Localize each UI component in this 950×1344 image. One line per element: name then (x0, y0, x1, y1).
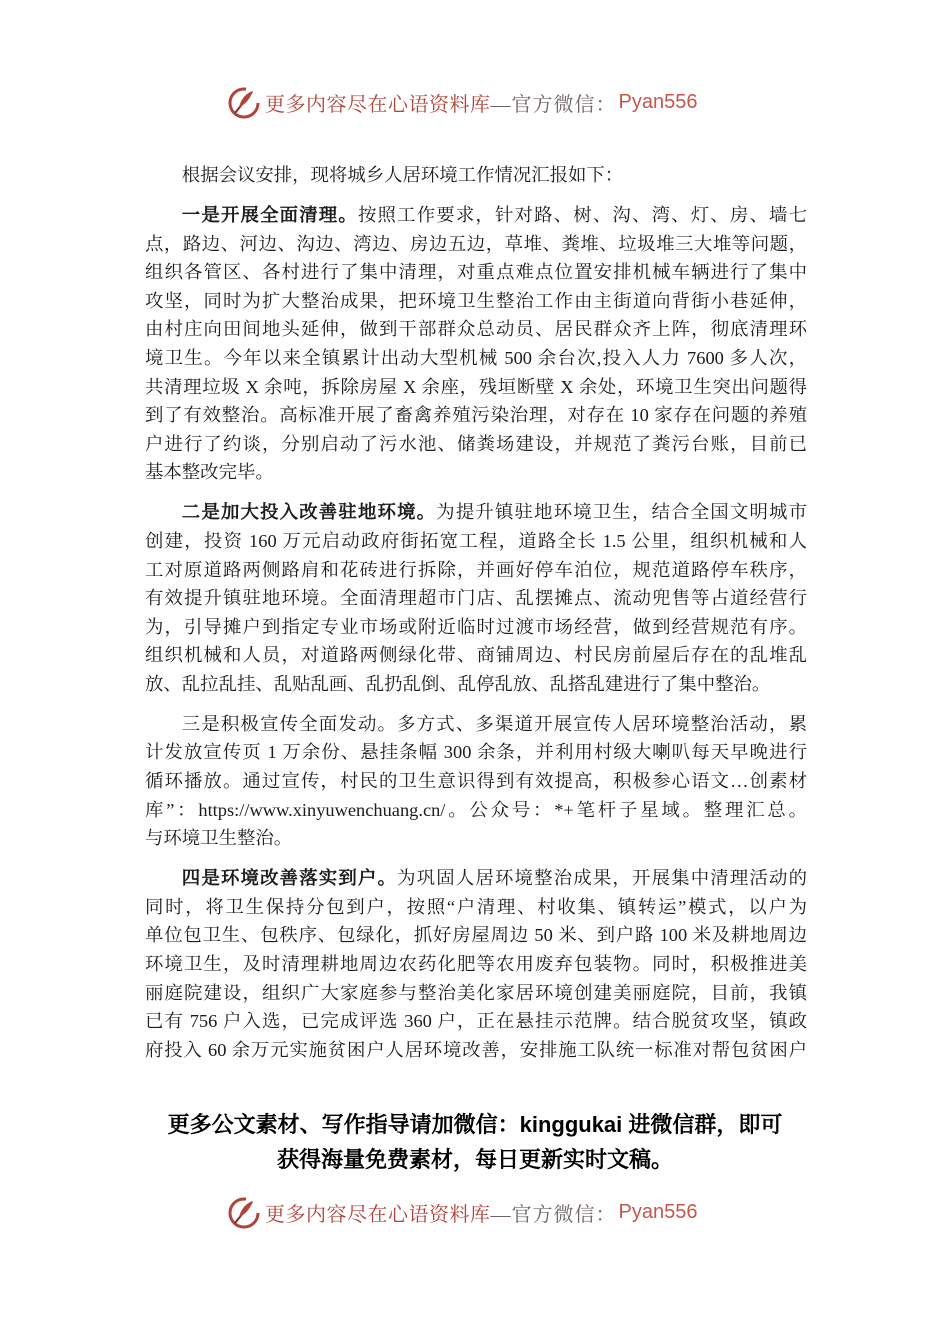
p2-line-3: 工对原道路两侧路肩和花砖进行拆除，并画好停车泊位，规范道路停车秩序， (145, 559, 807, 580)
p1-lead: 一是开展全面清理。 (181, 204, 358, 225)
p1-line-4: 攻坚，同时为扩大整治成果，把环境卫生整治工作由主街道向背街小巷延伸， (145, 290, 807, 311)
p1-line-10: 基本整改完毕。 (145, 462, 274, 483)
p4-line-5: 丽庭院建设，组织广大家庭参与整治美化家居环境创建美丽庭院，目前，我镇 (145, 982, 807, 1003)
watermark-separator: —官方微信： (490, 1203, 617, 1226)
p4-line-1-text: 为巩固人居环境整治成果，开展集中清理活动的 (397, 868, 807, 889)
p1-line-2: 点，路边、河边、沟边、湾边、房边五边，草堆、粪堆、垃圾堆三大堆等问题， (145, 233, 807, 254)
p4-line-7: 府投入 60 余万元实施贫困户人居环境改善，安排施工队统一标准对帮包贫困户 (145, 1039, 807, 1060)
watermark-wechat-id: Pyan556 (618, 1200, 698, 1223)
p2-line-6: 组织机械和人员，对道路两侧绿化带、商铺周边、村民房前屋后存在的乱堆乱 (145, 645, 807, 666)
p2-line-1 (145, 498, 807, 527)
watermark-wechat-id: Pyan556 (618, 90, 698, 113)
p2-line-2: 创建，投资 160 万元启动政府街拓宽工程，道路全长 1.5 公里，组织机械和人 (145, 530, 807, 551)
p3-line-2: 计发放宣传页 1 万余份、悬挂条幅 300 余条，并利用村级大喇叭每天早晚进行 (145, 742, 807, 763)
p3-line-1 (145, 710, 807, 739)
p1-line-6: 境卫生。今年以来全镇累计出动大型机械 500 余台次,投入人力 7600 多人次， (145, 347, 807, 368)
p2-line-1-text: 为提升镇驻地环境卫生，结合全国文明城市 (436, 502, 807, 523)
p3-line-1-text: 多方式、多渠道开展宣传人居环境整治活动，累 (397, 713, 807, 734)
p1-line-1-text: 按照工作要求，针对路、树、沟、湾、灯、房、墙七 (357, 204, 807, 225)
p4-line-1 (145, 864, 807, 893)
paragraph-4 (145, 864, 807, 1064)
quill-logo-icon (226, 84, 262, 120)
p1-line-9: 户进行了约谈，分别启动了污水池、储粪场建设，并规范了粪污台账，目前已 (145, 433, 807, 454)
p4-line-6: 已有 756 户入选，已完成评选 360 户，正在悬挂示范牌。结合脱贫攻坚，镇政 (145, 1011, 807, 1032)
promo-notice-line-2: 获得海量免费素材，每日更新实时文稿。 (276, 1147, 673, 1172)
p2-lead: 二是加大投入改善驻地环境。 (181, 502, 437, 523)
p4-line-3: 单位包卫生、包秩序、包绿化，抓好房屋周边 50 米、到户路 100 米及耕地周边 (145, 925, 807, 946)
p1-line-5: 由村庄向田间地头延伸，做到干部群众总动员、居民群众齐上阵，彻底清理环 (145, 319, 807, 340)
watermark-site-name: 更多内容尽在心语资料库 (265, 1203, 491, 1226)
promo-notice-line-1: 更多公文素材、写作指导请加微信：kinggukai 进微信群，即可 (167, 1112, 783, 1137)
p2-line-7: 放、乱拉乱挂、乱贴乱画、乱扔乱倒、乱停乱放、乱搭乱建进行了集中整治。 (145, 673, 771, 694)
intro-line: 根据会议安排，现将城乡人居环境工作情况汇报如下： (181, 165, 624, 185)
p4-lead: 四是环境改善落实到户。 (181, 868, 398, 889)
p2-line-4: 有效提升镇驻地环境。全面清理超市门店、乱摆摊点、流动兜售等占道经营行 (145, 588, 807, 609)
watermark-separator: —官方微信： (490, 93, 617, 116)
p4-line-4: 环境卫生，及时清理耕地周边农药化肥等农用废弃包装物。同时，积极推进美 (145, 954, 807, 974)
watermark-site-name: 更多内容尽在心语资料库 (265, 93, 491, 116)
p2-line-5: 为，引导摊户到指定专业市场或附近临时过渡市场经营，做到经营规范有序。 (145, 616, 807, 637)
footer-watermark (226, 1194, 697, 1230)
p3-line-5: 与环境卫生整治。 (145, 828, 293, 849)
promo-notice (0, 1107, 950, 1177)
document-body (145, 161, 807, 1064)
paragraph-1 (145, 201, 807, 487)
p1-line-7: 共清理垃圾 X 余吨，拆除房屋 X 余座，残垣断壁 X 余处，环境卫生突出问题得 (145, 376, 807, 397)
paragraph-3 (145, 710, 807, 853)
p3-line-3: 循环播放。通过宣传，村民的卫生意识得到有效提高，积极参心语文…创素材 (145, 771, 807, 792)
paragraph-2 (145, 498, 807, 698)
p1-line-3: 组织各管区、各村进行了集中清理，对重点难点位置安排机械车辆进行了集中 (145, 262, 807, 283)
p1-line-1 (145, 201, 807, 230)
p4-line-2: 同时，将卫生保持分包到户，按照“户清理、村收集、镇转运”模式，以户为 (145, 896, 807, 917)
p1-line-8: 到了有效整治。高标准开展了畜禽养殖污染治理，对存在 10 家存在问题的养殖 (145, 405, 807, 426)
quill-logo-icon (226, 1194, 262, 1230)
header-watermark (226, 84, 697, 120)
p3-lead: 三是积极宣传全面发动。 (181, 713, 398, 734)
p3-line-4: 库”：https://www.xinyuwenchuang.cn/。公众号：*+笔杆子星域。整理汇总。 (145, 799, 807, 820)
